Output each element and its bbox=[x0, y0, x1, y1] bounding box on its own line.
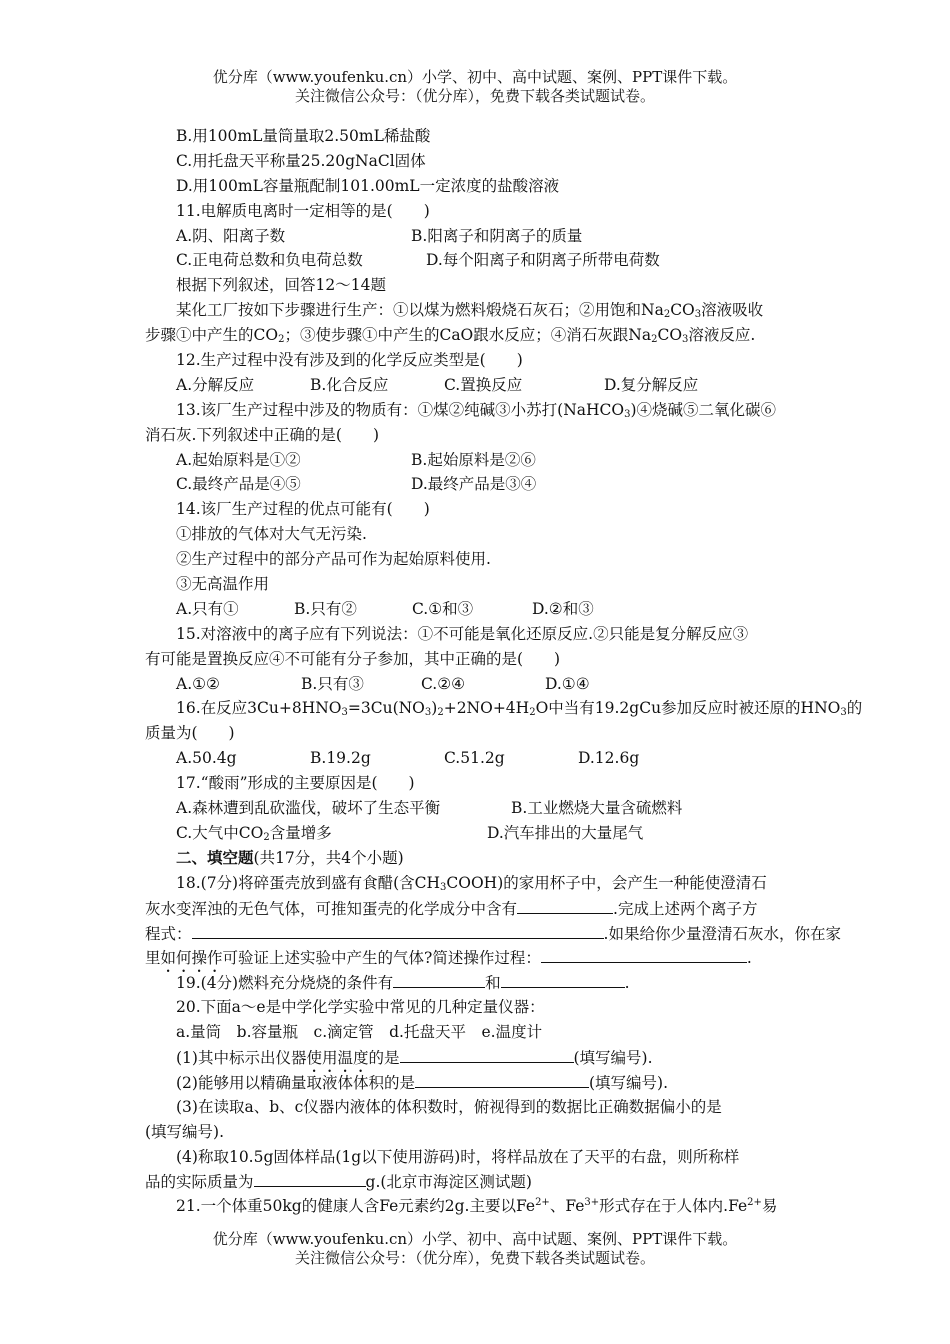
header-line-2: 关注微信公众号：（优分库），免费下载各类试题试卷。 bbox=[294, 87, 655, 105]
page-header bbox=[0, 68, 950, 106]
q16-option-d: D.12.6g bbox=[578, 749, 640, 768]
section-2-note: (共17分，共4个小题) bbox=[253, 848, 404, 867]
q10-option-c: C.用托盘天平称量25.20gNaCl固体 bbox=[176, 151, 426, 170]
q18-line-4: 里如何操作可验证上述实验中产生的气体?简述操作过程： . bbox=[145, 945, 808, 970]
q11-option-c: C.正电荷总数和负电荷总数 bbox=[176, 251, 363, 270]
q11-option-a: A.阴、阳离子数 bbox=[176, 226, 286, 245]
section-2-title: 二、填空题 bbox=[176, 847, 254, 867]
q20-blank-4[interactable] bbox=[254, 1169, 366, 1187]
q18-line-2: 灰水变浑浊的无色气体，可推知蛋壳的化学成分中含有 .完成上述两个离子方 bbox=[145, 896, 808, 921]
q20-part-3-line-1: (3)在读取a、b、c仪器内液体的体积数时，俯视得到的数据比正确数据偏小的是 bbox=[176, 1097, 722, 1116]
passage-line-1: 某化工厂按如下步骤进行生产：①以煤为燃料煅烧石灰石；②用饱和$Na_2CO_3$溶液吸收 bbox=[176, 301, 764, 321]
q16-option-b: B.19.2g bbox=[310, 749, 371, 768]
q17-option-b: B.工业燃烧大量含硫燃料 bbox=[511, 799, 683, 818]
q11-options-row-2 bbox=[176, 248, 808, 273]
q13-option-a: A.起始原料是①② bbox=[176, 450, 301, 469]
q13-option-d: D.最终产品是③④ bbox=[411, 475, 537, 494]
q20-items: a.量筒 b.容量瓶 c.滴定管 d.托盘天平 e.温度计 bbox=[176, 1023, 543, 1042]
section-2-heading bbox=[176, 846, 808, 871]
q14-options bbox=[176, 597, 808, 622]
q18-line-3: 程式： .如果给你少量澄清石灰水，你在家 bbox=[145, 921, 808, 946]
q20-part-1: (1)其中标示出仪器使用温度的是 (填写编号). bbox=[176, 1045, 808, 1070]
q17-option-a: A.森林遭到乱砍滥伐，破坏了生态平衡 bbox=[176, 799, 441, 818]
q13-options-row-1 bbox=[176, 448, 808, 473]
q13-stem-line-1: 13.该厂生产过程中涉及的物质有：①煤②纯碱③小苏打(NaHCO$_3$)④烧碱⑤二氧化碳⑥ bbox=[176, 400, 777, 420]
passage-line-2: 步骤①中产生的$CO_2$；③使步骤①中产生的CaO跟水反应；④消石灰跟$Na_2CO_3$溶液反应. bbox=[145, 326, 756, 346]
q18-blank-2[interactable] bbox=[192, 921, 604, 939]
q16-stem-line-2: 质量为( ) bbox=[145, 724, 235, 743]
q12-stem: 12.生产过程中没有涉及到的化学反应类型是( ) bbox=[176, 351, 523, 370]
q14-statement-2: ②生产过程中的部分产品可作为起始原料使用. bbox=[176, 550, 491, 569]
q16-option-a: A.50.4g bbox=[176, 749, 237, 768]
q17-option-c: C.大气中$CO_2$含量增多 bbox=[176, 823, 332, 843]
exam-content bbox=[145, 124, 863, 1219]
q18-blank-3[interactable] bbox=[541, 945, 747, 963]
q20-blank-2[interactable] bbox=[415, 1070, 589, 1088]
q13-stem-line-2: 消石灰.下列叙述中正确的是( ) bbox=[145, 425, 380, 444]
q15-options bbox=[176, 672, 808, 697]
q11-option-d: D.每个阳离子和阴离子所带电荷数 bbox=[426, 251, 660, 270]
q20-stem: 20.下面a～e是中学化学实验中常见的几种定量仪器： bbox=[176, 998, 545, 1017]
page-footer bbox=[0, 1230, 950, 1268]
q15-stem-line-1: 15.对溶液中的离子应有下列说法：①不可能是氧化还原反应.②只能是复分解反应③ bbox=[176, 624, 749, 643]
q15-stem-line-2: 有可能是置换反应④不可能有分子参加，其中正确的是( ) bbox=[145, 649, 561, 668]
q15-option-c: C.②④ bbox=[421, 674, 466, 693]
q18-blank-1[interactable] bbox=[517, 896, 613, 914]
q14-option-a: A.只有① bbox=[176, 599, 239, 618]
q20-part-3-line-2: (填写编号). bbox=[145, 1122, 225, 1141]
q19-blank-2[interactable] bbox=[501, 970, 625, 988]
q18-line-1: 18.(7分)将碎蛋壳放到盛有食醋(含$CH_3COOH$)的家用杯子中，会产生一种能使澄清石 bbox=[176, 873, 767, 893]
q19: 19.(4分)燃料充分烧烧的条件有 和 . bbox=[176, 970, 808, 995]
q16-option-c: C.51.2g bbox=[444, 749, 505, 768]
q12-option-c: C.置换反应 bbox=[444, 375, 523, 394]
q19-blank-1[interactable] bbox=[393, 970, 485, 988]
q12-option-d: D.复分解反应 bbox=[604, 375, 699, 394]
q14-option-d: D.②和③ bbox=[532, 599, 594, 618]
q15-option-a: A.①② bbox=[176, 674, 220, 693]
q17-options-row-1 bbox=[176, 796, 808, 821]
header-line-1: 优分库（www.youfenku.cn）小学、初中、高中试题、案例、PPT课件下载。 bbox=[212, 68, 738, 86]
footer-line-2: 关注微信公众号：（优分库），免费下载各类试题试卷。 bbox=[294, 1249, 655, 1267]
q11-options-row-1 bbox=[176, 224, 808, 249]
q11-option-b: B.阳离子和阴离子的质量 bbox=[411, 226, 583, 245]
q12-14-intro: 根据下列叙述，回答12～14题 bbox=[176, 276, 386, 295]
q10-option-b: B.用100mL量筒量取2.50mL稀盐酸 bbox=[176, 127, 431, 145]
q20-part-4-line-1: (4)称取10.5g固体样品(1g以下使用游码)时，将样品放在了天平的右盘，则所称样 bbox=[176, 1147, 740, 1166]
q20-part-4-line-2: 品的实际质量为 g.(北京市海淀区测试题) bbox=[145, 1169, 808, 1194]
q17-stem: 17.“酸雨”形成的主要原因是( ) bbox=[176, 774, 415, 793]
q12-option-a: A.分解反应 bbox=[176, 375, 255, 394]
q20-blank-1[interactable] bbox=[400, 1045, 574, 1063]
q11-stem: 11.电解质电离时一定相等的是( ) bbox=[176, 201, 430, 220]
q14-option-c: C.①和③ bbox=[412, 599, 474, 618]
q15-option-d: D.①④ bbox=[545, 674, 590, 693]
q17-options-row-2 bbox=[176, 821, 808, 846]
q14-statement-3: ③无高温作用 bbox=[176, 575, 270, 594]
q13-option-b: B.起始原料是②⑥ bbox=[411, 450, 536, 469]
q13-options-row-2 bbox=[176, 472, 808, 497]
q15-option-b: B.只有③ bbox=[301, 674, 364, 693]
q12-option-b: B.化合反应 bbox=[310, 375, 389, 394]
q17-option-d: D.汽车排出的大量尾气 bbox=[487, 823, 644, 842]
q14-stem: 14.该厂生产过程的优点可能有( ) bbox=[176, 500, 430, 519]
q12-options bbox=[176, 373, 808, 398]
q13-option-c: C.最终产品是④⑤ bbox=[176, 475, 301, 494]
q10-option-d: D.用100mL容量瓶配制101.00mL一定浓度的盐酸溶液 bbox=[176, 176, 560, 195]
q20-part-2: (2)能够用以精确量取液体体积的是 (填写编号). bbox=[176, 1070, 808, 1095]
footer-line-1: 优分库（www.youfenku.cn）小学、初中、高中试题、案例、PPT课件下载。 bbox=[212, 1230, 738, 1248]
q16-stem-line-1: 16.在反应$3Cu+8HNO_3=3Cu(NO_3)_2+2NO+4H_2O$中当有19.2gCu参加反应时被还原的$HNO_3$的 bbox=[176, 699, 863, 719]
q14-statement-1: ①排放的气体对大气无污染. bbox=[176, 525, 367, 544]
q14-option-b: B.只有② bbox=[294, 599, 357, 618]
q21-line-1: 21.一个体重50kg的健康人含Fe元素约2g.主要以$Fe^{2+}$、$Fe^{3+}$形式存在于人体内$.Fe^{2+}$易 bbox=[176, 1197, 778, 1216]
q16-options bbox=[176, 746, 808, 771]
